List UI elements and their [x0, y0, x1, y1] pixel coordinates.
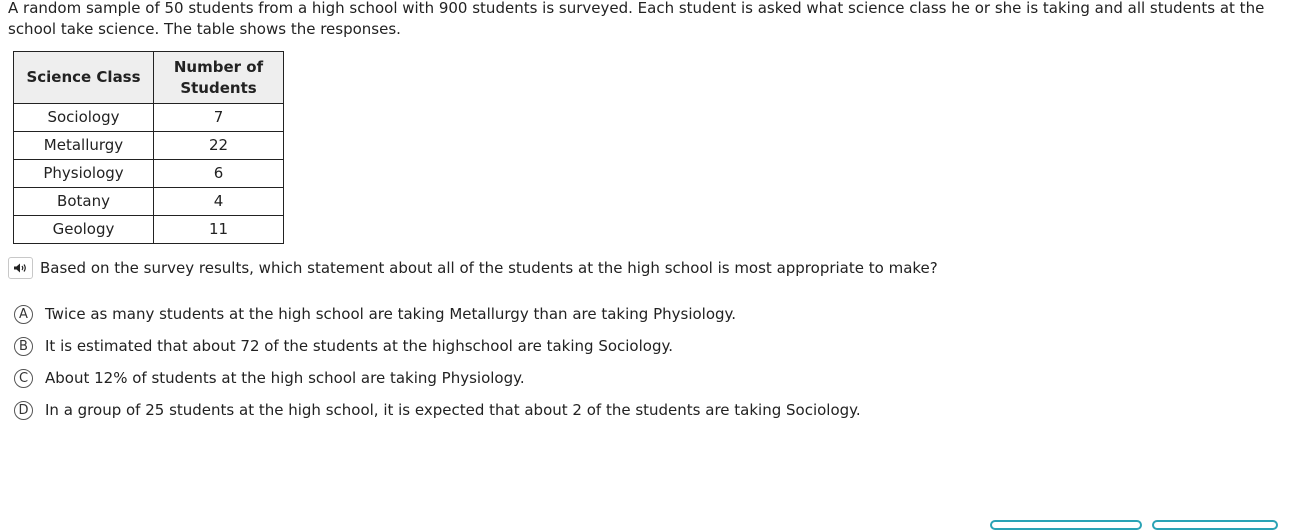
table-row	[14, 104, 284, 132]
nav-button-left[interactable]	[990, 520, 1142, 530]
question-text: Based on the survey results, which statement about all of the students at the high school is most appropriate to make?	[40, 258, 938, 277]
header-number-of-students-label: Number of Students	[173, 57, 264, 97]
cell-count: 6	[154, 160, 284, 188]
table-row	[14, 188, 284, 216]
header-science-class: Science Class	[14, 52, 154, 104]
option-bubble-b[interactable]: B	[14, 337, 33, 356]
survey-table	[13, 51, 284, 244]
header-number-of-students	[154, 52, 284, 104]
text-to-speech-button[interactable]	[8, 257, 33, 279]
option-bubble-a[interactable]: A	[14, 305, 33, 324]
cell-count: 7	[154, 104, 284, 132]
table-row	[14, 132, 284, 160]
cell-count: 4	[154, 188, 284, 216]
speaker-icon	[13, 263, 29, 273]
option-text-d[interactable]: In a group of 25 students at the high school, it is expected that about 2 of the students are taking Sociology.	[45, 400, 861, 419]
option-bubble-c[interactable]: C	[14, 369, 33, 388]
table-row	[14, 216, 284, 244]
option-text-b[interactable]: It is estimated that about 72 of the students at the highschool are taking Sociology.	[45, 336, 673, 355]
answer-option-d[interactable]	[14, 398, 861, 422]
cell-class: Physiology	[14, 160, 154, 188]
table-header-row	[14, 52, 284, 104]
cell-class: Metallurgy	[14, 132, 154, 160]
table-row	[14, 160, 284, 188]
option-text-a[interactable]: Twice as many students at the high school are taking Metallurgy than are taking Physiology.	[45, 304, 737, 323]
cell-count: 22	[154, 132, 284, 160]
option-text-c[interactable]: About 12% of students at the high school are taking Physiology.	[45, 368, 525, 387]
question-intro-text: A random sample of 50 students from a high school with 900 students is surveyed. Each student is asked what science class he or she is taking and all students at the school take science. The table shows the responses.	[8, 0, 1265, 38]
answer-option-c[interactable]	[14, 366, 861, 390]
cell-class: Geology	[14, 216, 154, 244]
cell-class: Botany	[14, 188, 154, 216]
cell-class: Sociology	[14, 104, 154, 132]
nav-button-right[interactable]	[1152, 520, 1278, 530]
answer-option-a[interactable]	[14, 302, 861, 326]
question-row	[8, 256, 938, 280]
cell-count: 11	[154, 216, 284, 244]
option-bubble-d[interactable]: D	[14, 401, 33, 420]
answer-options	[14, 302, 861, 430]
answer-option-b[interactable]	[14, 334, 861, 358]
